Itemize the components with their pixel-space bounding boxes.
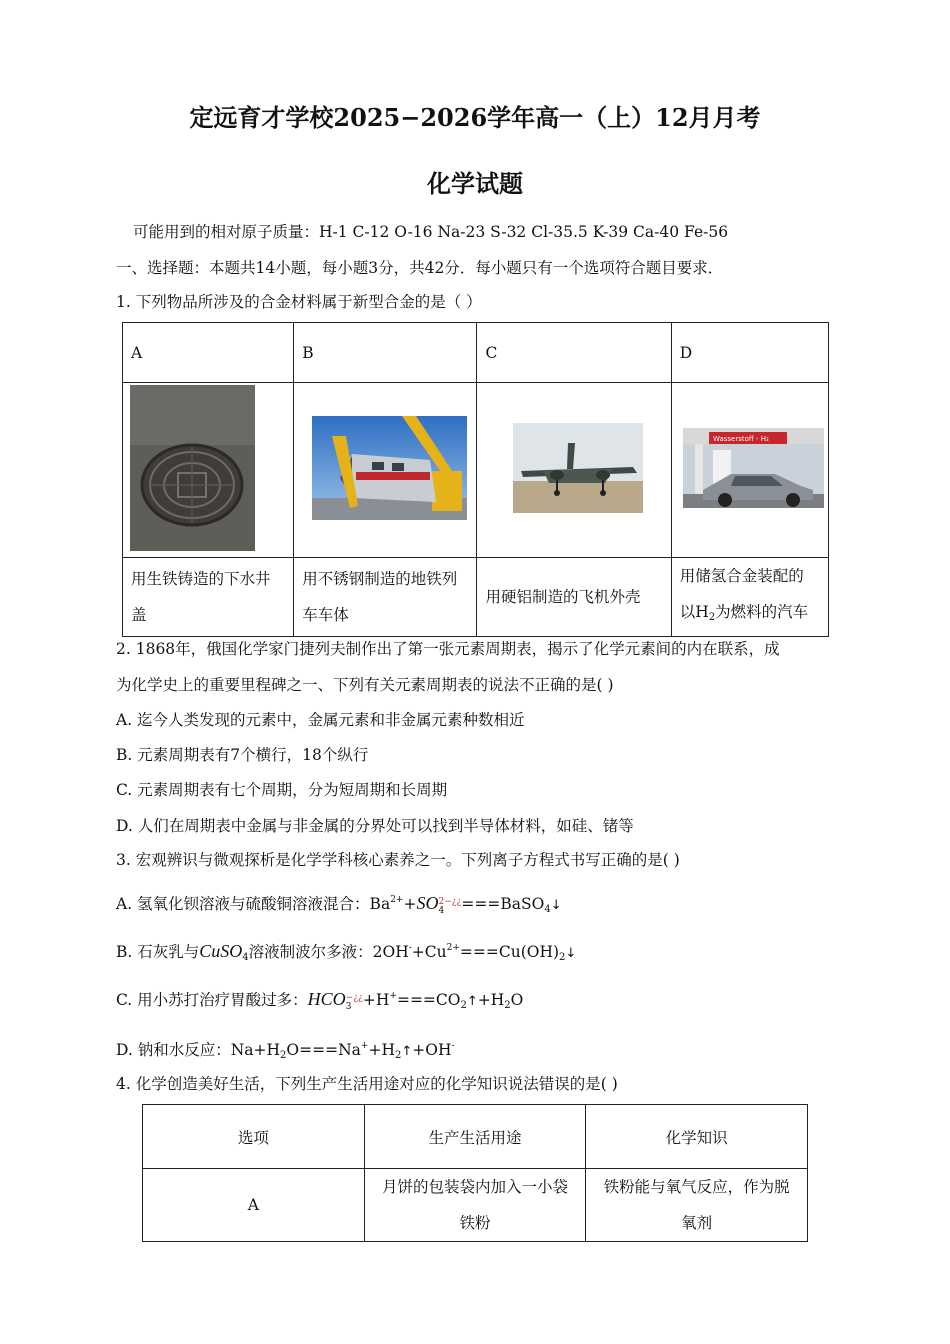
q3c-sub: 2 — [460, 1000, 467, 1011]
up-arrow-icon: ↑ — [466, 994, 478, 1009]
question-1-stem: 1. 下列物品所涉及的合金材料属于新型合金的是（ ） — [116, 293, 482, 311]
q3b-cuso-sub: 4 — [242, 952, 249, 963]
question-2-option-b: B. 元素周期表有7个横行，18个纵行 — [116, 746, 369, 764]
question-2-option-d: D. 人们在周期表中金属与非金属的分界处可以找到半导体材料，如硅、锗等 — [116, 817, 634, 835]
question-3-option-c — [116, 988, 523, 1012]
q3a-sulfate-sub: 4 — [438, 906, 445, 916]
q3b-sub: 2 — [559, 952, 566, 963]
option-d-line1: 用储氢合金装配的 — [679, 567, 804, 585]
q3a-sulfate: SO — [416, 893, 439, 913]
q3c-sup: + — [389, 991, 397, 1001]
q3c-text3: ===CO — [396, 991, 461, 1009]
q3a-sulfate-sup: 2−¿¿ — [438, 897, 462, 907]
q3c-sub2: 2 — [504, 1000, 511, 1011]
option-d-description — [671, 558, 828, 637]
atomic-masses: 可能用到的相对原子质量：H-1 C-12 O-16 Na-23 S-32 Cl-35.5 K-39 Ca-40 Fe-56 — [133, 223, 729, 241]
question-3-option-d — [116, 1038, 455, 1061]
option-b-description: 用不锈钢制造的地铁列车车体 — [294, 558, 477, 637]
question-4-stem: 4. 化学创造美好生活，下列生产生活用途对应的化学知识说法错误的是( ) — [116, 1075, 618, 1093]
question-2-option-c: C. 元素周期表有七个周期，分为短周期和长周期 — [116, 781, 448, 799]
option-d-line2 — [680, 603, 808, 621]
question-3-option-a — [116, 892, 562, 916]
d-text-pre: 以H — [679, 603, 709, 621]
down-arrow-icon: ↓ — [550, 898, 562, 913]
q3c-text2: +H — [362, 991, 390, 1009]
option-header-a: A — [123, 323, 294, 383]
section-heading: 一、选择题：本题共14小题，每小题3分，共42分．每小题只有一个选项符合题目要求． — [116, 259, 724, 277]
table-row-a-option: A — [143, 1169, 365, 1242]
table-row-a-knowledge: 铁粉能与氧气反应，作为脱氧剂 — [586, 1169, 808, 1242]
question-4-table — [142, 1104, 808, 1242]
q3c-bicarbonate: HCO — [307, 989, 346, 1009]
question-2-stem-1: 2. 1868年，俄国化学家门捷列夫制作出了第一张元素周期表，揭示了化学元素间的内在联系，成 — [116, 640, 780, 658]
q3b-cuso: CuSO — [199, 941, 243, 961]
question-2-option-a: A. 迄今人类发现的元素中，金属元素和非金属元素种数相近 — [116, 711, 525, 729]
q3a-sup: 2+ — [390, 895, 404, 905]
down-arrow-icon: ↓ — [565, 946, 577, 961]
d-sub: 2 — [708, 612, 716, 623]
q3a-end-sub: 4 — [544, 904, 551, 915]
question-3-option-b — [116, 940, 576, 963]
q3d-sub1: 2 — [280, 1050, 287, 1061]
table-header-usage: 生产生活用途 — [364, 1105, 586, 1169]
option-header-c: C — [477, 323, 671, 383]
q3d-text: D. 钠和水反应：Na+H — [116, 1041, 281, 1059]
station-sign-text: Wasserstoff - H₂ — [713, 435, 770, 443]
q3b-text2: 溶液制波尔多液：2OH — [248, 943, 409, 961]
d-text-post: 为燃料的汽车 — [715, 603, 809, 621]
q3a-end: ===BaSO — [461, 895, 545, 913]
option-c-description: 用硬铝制造的飞机外壳 — [477, 558, 671, 637]
option-header-d: D — [671, 323, 828, 383]
q3c-text: C. 用小苏打治疗胃酸过多： — [116, 991, 308, 1009]
q3d-text3: +H — [368, 1041, 395, 1059]
q3c-text5: O — [510, 991, 524, 1009]
subway-image-cell — [294, 383, 477, 558]
manhole-cover-image — [130, 385, 255, 551]
question-3-stem: 3. 宏观辨识与微观探析是化学学科核心素养之一。下列离子方程式书写正确的是( ) — [116, 851, 680, 869]
exam-subject: 化学试题 — [427, 169, 523, 198]
q3d-text2: O===Na — [286, 1041, 361, 1059]
table-header-option: 选项 — [143, 1105, 365, 1169]
table-row-a-usage: 月饼的包装袋内加入一小袋铁粉 — [364, 1169, 586, 1242]
hydrogen-car-image — [683, 428, 824, 508]
q3d-text4: +OH — [412, 1041, 452, 1059]
q3c-text4: +H — [477, 991, 505, 1009]
table-header-knowledge: 化学知识 — [586, 1105, 808, 1169]
hydrogen-car-image-cell — [671, 383, 828, 558]
manhole-image-cell — [123, 383, 294, 558]
exam-title: 定远育才学校2025−2026学年高一（上）12月月考 — [189, 103, 761, 132]
q3b-sup1: - — [408, 943, 412, 953]
option-header-b: B — [294, 323, 477, 383]
q3c-bicarbonate-sup: −¿¿ — [345, 993, 363, 1003]
aircraft-image-cell — [477, 383, 671, 558]
q3b-sup2: 2+ — [446, 943, 460, 953]
question-2-stem-2: 为化学史上的重要里程碑之一、下列有关元素周期表的说法不正确的是( ) — [116, 676, 614, 694]
q3b-text4: ===Cu(OH) — [459, 943, 560, 961]
q3b-text3: +Cu — [411, 943, 447, 961]
q3d-sub2: 2 — [394, 1050, 402, 1061]
subway-car-image — [312, 416, 467, 520]
q3a-text: A. 氢氧化钡溶液与硫酸铜溶液混合：Ba — [116, 895, 391, 913]
question-1-table — [122, 322, 829, 637]
option-a-description: 用生铁铸造的下水井盖 — [123, 558, 294, 637]
q3c-bicarbonate-sub: 3 — [345, 1002, 352, 1012]
q3a-plus: + — [403, 895, 417, 913]
q3b-text1: B. 石灰乳与 — [116, 943, 200, 961]
q3d-sup1: + — [360, 1041, 369, 1051]
up-arrow-icon: ↑ — [401, 1044, 413, 1059]
q3d-sup2: - — [451, 1041, 455, 1051]
aircraft-image — [513, 423, 643, 513]
